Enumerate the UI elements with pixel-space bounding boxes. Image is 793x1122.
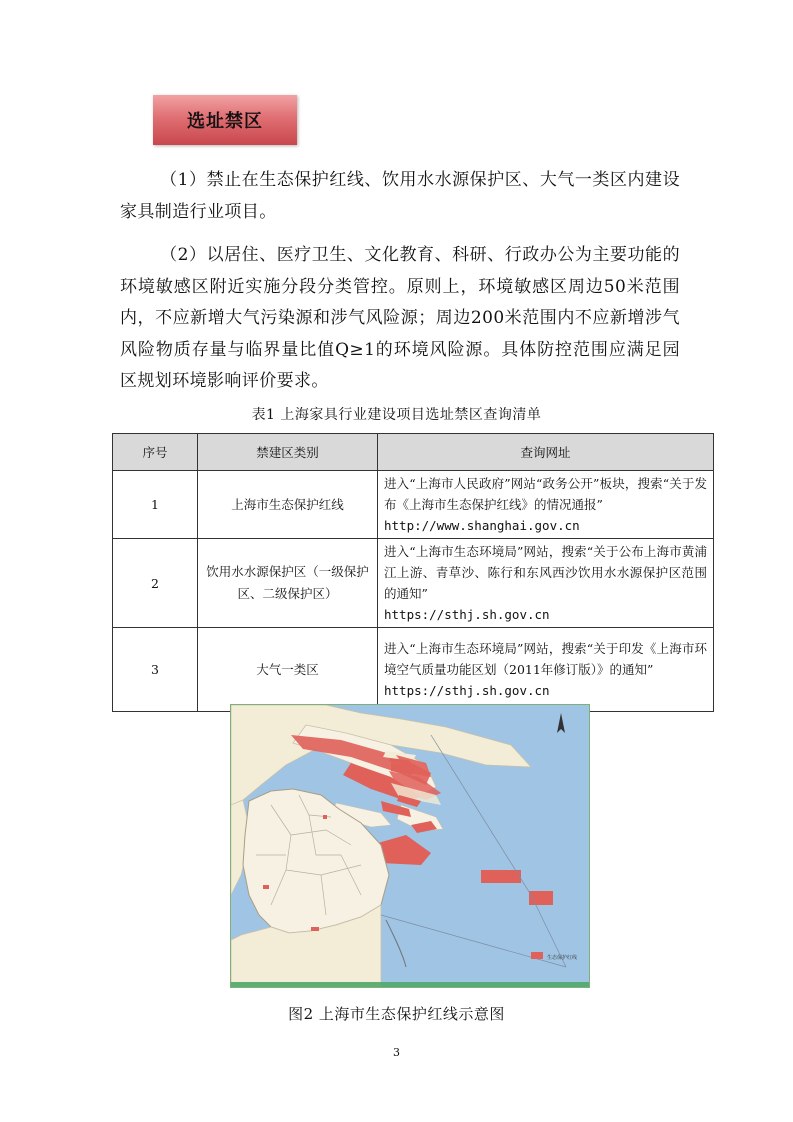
redline-inland-c bbox=[311, 927, 319, 931]
legend-label: 生态保护红线 bbox=[547, 955, 578, 961]
paragraph-2 bbox=[120, 240, 680, 398]
row-query-text: 进入“上海市生态环境局”网站，搜索“关于公布上海市黄浦江上游、青草沙、陈行和东风西沙饮用水水源保护区范围的通知” bbox=[384, 544, 707, 601]
row-url-link[interactable]: http://www.shanghai.gov.cn bbox=[384, 518, 580, 533]
row-url-link[interactable]: https://sthj.sh.gov.cn bbox=[384, 607, 550, 622]
map-illustration bbox=[231, 705, 590, 988]
paragraph-2-text: （2）以居住、医疗卫生、文化教育、科研、行政办公为主要功能的环境敏感区附近实施分段分类管控。原则上，环境敏感区周边50米范围内，不应新增大气污染源和涉气风险源；周边200米范围内不应新增涉气风险物质存量与临界量比值Q≥1的环境风险源。具体防控范围应满足园区规划环境影响评价要求。 bbox=[120, 245, 680, 391]
table-row bbox=[113, 539, 714, 628]
row-no: 1 bbox=[113, 471, 198, 539]
row-query bbox=[378, 628, 714, 712]
row-query-text: 进入“上海市人民政府”网站“政务公开”板块，搜索“关于发布《上海市生态保护红线》的情况通报” bbox=[384, 476, 707, 512]
redline-offshore-a bbox=[481, 870, 521, 883]
header-category: 禁建区类别 bbox=[198, 434, 378, 471]
map-bottom-strip bbox=[231, 982, 590, 988]
row-query bbox=[378, 539, 714, 628]
header-no: 序号 bbox=[113, 434, 198, 471]
table-row bbox=[113, 471, 714, 539]
row-no: 2 bbox=[113, 539, 198, 628]
page-number: 3 bbox=[393, 1046, 400, 1059]
row-query bbox=[378, 471, 714, 539]
header-query-url: 查询网址 bbox=[378, 434, 714, 471]
row-category: 大气一类区 bbox=[198, 628, 378, 712]
table-caption: 表1 上海家具行业建设项目选址禁区查询清单 bbox=[251, 407, 542, 423]
forbidden-zone-query-table bbox=[112, 433, 714, 712]
shanghai-redline-map bbox=[230, 704, 590, 988]
paragraph-1 bbox=[120, 165, 680, 228]
row-url-link[interactable]: https://sthj.sh.gov.cn bbox=[384, 683, 550, 698]
redline-inland-b bbox=[323, 815, 327, 819]
table-row bbox=[113, 628, 714, 712]
row-query-text: 进入“上海市生态环境局”网站，搜索“关于印发《上海市环境空气质量功能区划（2011年修订版）》的通知” bbox=[384, 641, 707, 677]
row-category: 上海市生态保护红线 bbox=[198, 471, 378, 539]
paragraph-1-text: （1）禁止在生态保护红线、饮用水水源保护区、大气一类区内建设家具制造行业项目。 bbox=[120, 170, 680, 222]
row-category: 饮用水水源保护区（一级保护区、二级保护区） bbox=[198, 539, 378, 628]
legend-swatch bbox=[531, 952, 543, 959]
section-title: 选址禁区 bbox=[187, 111, 263, 132]
table-header-row bbox=[113, 434, 714, 471]
figure-caption: 图2 上海市生态保护红线示意图 bbox=[288, 1005, 505, 1023]
section-title-badge bbox=[153, 95, 297, 145]
row-no: 3 bbox=[113, 628, 198, 712]
redline-inland-a bbox=[263, 885, 269, 889]
